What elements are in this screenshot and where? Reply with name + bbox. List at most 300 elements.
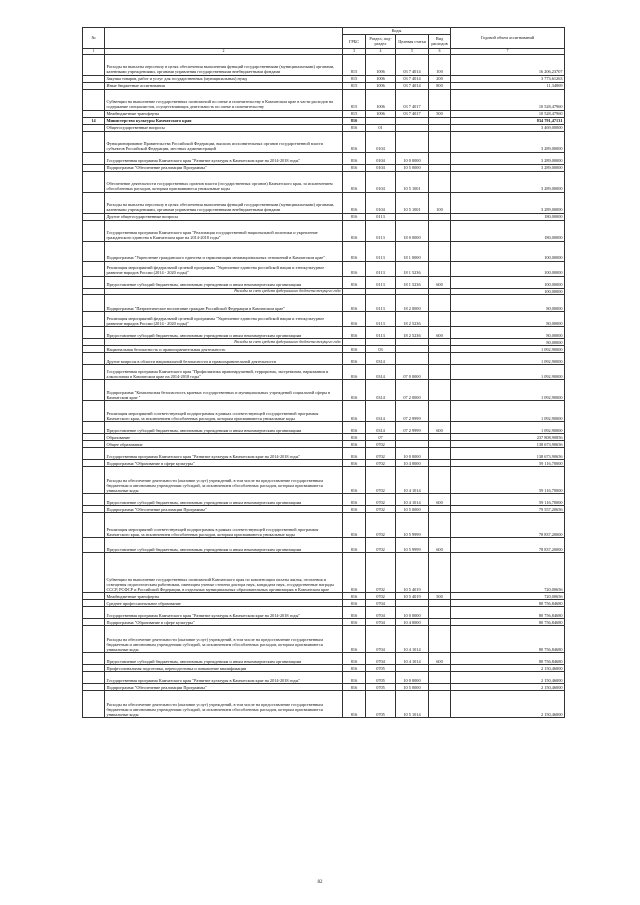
header-name (105, 28, 343, 49)
row-section: 0314 (366, 380, 396, 401)
row-amount: 3 773,61263 (451, 75, 565, 82)
row-target: 18 1 5236 (396, 276, 429, 288)
row-name: Предоставление субсидий бюджетным, автономным учреждениям и иным некоммерческим организациям (105, 276, 343, 288)
row-kind: 600 (429, 538, 451, 553)
row-section: 0314 (366, 422, 396, 434)
row-target: 10 5 1001 (396, 192, 429, 213)
row-number (83, 89, 105, 110)
row-kind (429, 295, 451, 312)
row-amount: 1 092,90000 (451, 353, 565, 365)
row-kind (429, 164, 451, 171)
row-name: Профессиональная подготовка, переподготовка и повышение квалификации (105, 665, 343, 672)
row-section: 0702 (366, 538, 396, 553)
row-section: 0113 (366, 295, 396, 312)
table-row (83, 626, 565, 653)
row-target: 10 4 1014 (396, 494, 429, 506)
row-section: 03 (366, 346, 396, 353)
row-section: 0704 (366, 607, 396, 619)
row-name: Подпрограмма "Обеспечение реализации Программы" (105, 506, 343, 513)
row-name: Подпрограмма "Обеспечение реализации Программы" (105, 164, 343, 171)
row-number (83, 131, 105, 152)
row-kind: 100 (429, 192, 451, 213)
row-amount: 80,00000 (451, 312, 565, 327)
row-name: Расходы на обеспечение деятельности (оказание услуг) учреждений, в том числе на предоставление государственным бюджетным и автономным учреждениям субсидий, за исключением обособленных расходов, которым присваиваются уникальные коды (105, 691, 343, 718)
row-kind (429, 607, 451, 619)
row-name: Министерство культуры Камчатского края (105, 117, 343, 124)
row-grbs: 816 (343, 353, 366, 365)
table-row (83, 506, 565, 513)
row-name: Подпрограмма "Обеспечение реализации Программы" (105, 684, 343, 691)
row-kind (429, 152, 451, 164)
row-grbs: 816 (343, 538, 366, 553)
row-section: 0705 (366, 672, 396, 684)
row-target: 07 2 9999 (396, 401, 429, 422)
row-kind: 600 (429, 422, 451, 434)
row-amount: 2 150,46000 (451, 691, 565, 718)
row-section: 0705 (366, 665, 396, 672)
row-grbs: 816 (343, 241, 366, 261)
row-grbs: 816 (343, 460, 366, 467)
row-section: 0113 (366, 213, 396, 220)
row-number (83, 164, 105, 171)
row-grbs: 816 (343, 441, 366, 448)
row-target (396, 124, 429, 131)
row-grbs: 816 (343, 365, 366, 380)
row-amount: 237 808,90856 (451, 434, 565, 441)
row-section: 0104 (366, 171, 396, 192)
row-amount: 3 289,00000 (451, 171, 565, 192)
row-kind (429, 513, 451, 538)
row-name: Реализация мероприятий соответствующей подпрограммы в рамках соответствующей государственной программы Камчатского края, за исключением обособленных расходов, которым присваиваются уникальные коды (105, 401, 343, 422)
row-section: 0702 (366, 460, 396, 467)
row-target (396, 131, 429, 152)
row-kind (429, 220, 451, 241)
row-kind (429, 600, 451, 607)
row-kind (429, 131, 451, 152)
row-kind: 200 (429, 75, 451, 82)
row-grbs: 816 (343, 684, 366, 691)
row-kind: 600 (429, 276, 451, 288)
row-name: Государственная программа Камчатского края "Развитие культуры в Камчатском крае на 2014-2018 годы" (105, 152, 343, 164)
row-name: Предоставление субсидий бюджетным, автономным учреждениям и иным некоммерческим организациям (105, 422, 343, 434)
table-row (83, 152, 565, 164)
row-section: 0113 (366, 276, 396, 288)
row-name: Субвенции на выполнение государственных полномочий по опеке и попечительству в Камчатском крае в части расходов на содержание специалистов, осуществляющих деятельность по опеке и попечительству (105, 89, 343, 110)
row-grbs: 816 (343, 691, 366, 718)
row-kind: 600 (429, 494, 451, 506)
row-grbs: 816 (343, 672, 366, 684)
row-amount: 3 469,00000 (451, 124, 565, 131)
row-kind (429, 124, 451, 131)
header-grbs: ГРБС (343, 34, 366, 48)
row-name: Среднее профессиональное образование (105, 600, 343, 607)
row-kind (429, 448, 451, 460)
row-section: 0702 (366, 553, 396, 593)
table-row (83, 171, 565, 192)
header-index: 1 (83, 48, 105, 54)
table-row (83, 593, 565, 600)
row-name: Межбюджетные трансферты (105, 593, 343, 600)
row-target: 10 5 4019 (396, 553, 429, 593)
row-grbs: 816 (343, 434, 366, 441)
row-grbs: 816 (343, 494, 366, 506)
row-amount: 16 206,23707 (451, 54, 565, 75)
row-target: 18 2 5236 (396, 312, 429, 327)
row-target (396, 346, 429, 353)
row-name: Другие общегосударственные вопросы (105, 213, 343, 220)
table-row (83, 288, 565, 295)
row-number (83, 460, 105, 467)
row-amount: 80 756,84680 (451, 600, 565, 607)
row-kind (429, 312, 451, 327)
row-grbs: 816 (343, 220, 366, 241)
row-target: 18 1 0000 (396, 241, 429, 261)
table-row (83, 82, 565, 89)
row-target (396, 353, 429, 365)
row-target: 18 2 0000 (396, 295, 429, 312)
row-section: 0113 (366, 312, 396, 327)
row-amount: 3 289,00000 (451, 152, 565, 164)
row-target (396, 434, 429, 441)
row-name: Обеспечение деятельности государственных органов власти (государственных органов) Камчатского края, за исключением обособленных расходов, которым присваиваются уникальные коды (105, 171, 343, 192)
row-kind (429, 89, 451, 110)
row-number (83, 422, 105, 434)
row-amount: 3 289,00000 (451, 192, 565, 213)
row-target: 07 2 9999 (396, 422, 429, 434)
table-row (83, 124, 565, 131)
row-name: Предоставление субсидий бюджетным, автономным учреждениям и иным некоммерческим организациям (105, 653, 343, 665)
row-number (83, 220, 105, 241)
row-amount: 10 528,47960 (451, 110, 565, 117)
row-target: 10 4 1014 (396, 626, 429, 653)
row-number (83, 75, 105, 82)
row-target: 10 4 1014 (396, 467, 429, 494)
row-section: 0113 (366, 327, 396, 339)
table-row (83, 241, 565, 261)
table-row (83, 653, 565, 665)
header-index: 6 (429, 48, 451, 54)
row-section: 0104 (366, 192, 396, 213)
row-amount: 720,00656 (451, 553, 565, 593)
table-row (83, 295, 565, 312)
row-name: Расходы на выплаты персоналу в целях обеспечения выполнения функций государственными (муниципальными) органами, казенными учреждениями, органами управления государственными внебюджетными фондами (105, 192, 343, 213)
row-kind (429, 684, 451, 691)
row-target: 10 4 1014 (396, 653, 429, 665)
row-grbs: 816 (343, 327, 366, 339)
row-name: Закупка товаров, работ и услуг для государственных (муниципальных) нужд (105, 75, 343, 82)
table-row (83, 441, 565, 448)
row-target: 10 4 0000 (396, 619, 429, 626)
row-section: 0314 (366, 401, 396, 422)
row-grbs: 816 (343, 295, 366, 312)
row-section: 0113 (366, 261, 396, 276)
row-number (83, 54, 105, 75)
row-section: 1006 (366, 75, 396, 82)
row-target (396, 441, 429, 448)
row-name: Государственная программа Камчатского края "Реализация государственной национальной политики и укрепление гражданского единства в Камчатском крае на 2014-2018 годы" (105, 220, 343, 241)
row-target: 10 0 0000 (396, 152, 429, 164)
row-kind (429, 117, 451, 124)
row-name: Предоставление субсидий бюджетным, автономным учреждениям и иным некоммерческим организациям (105, 538, 343, 553)
row-kind (429, 434, 451, 441)
row-amount: 100,00000 (451, 276, 565, 288)
row-section: 0702 (366, 506, 396, 513)
table-row (83, 494, 565, 506)
row-target: 10 5 0000 (396, 164, 429, 171)
row-grbs: 816 (343, 276, 366, 288)
row-number (83, 124, 105, 131)
row-number (83, 494, 105, 506)
row-number (83, 434, 105, 441)
row-section: 1006 (366, 89, 396, 110)
row-kind (429, 553, 451, 593)
row-kind (429, 460, 451, 467)
row-number (83, 600, 105, 607)
row-section: 0702 (366, 441, 396, 448)
row-name: Функционирование Правительства Российской Федерации, высших исполнительных органов государственной власти субъектов Российской Федерации, местных администраций (105, 131, 343, 152)
row-target: 10 5 4019 (396, 593, 429, 600)
header-num: № (83, 28, 105, 49)
row-section: 1006 (366, 82, 396, 89)
row-name: Национальная безопасность и правоохранительная деятельность (105, 346, 343, 353)
row-grbs: 815 (343, 75, 366, 82)
row-amount: 80 756,84680 (451, 626, 565, 653)
row-kind (429, 691, 451, 718)
row-section: 0104 (366, 131, 396, 152)
row-amount: 79 557,20656 (451, 506, 565, 513)
table-row (83, 467, 565, 494)
row-amount: 138 673,90656 (451, 448, 565, 460)
row-amount: 2 150,46000 (451, 684, 565, 691)
row-kind (429, 441, 451, 448)
header-index: 4 (366, 48, 396, 54)
header-amount: Годовой объем ассигнований (451, 28, 565, 49)
row-target: 10 5 1001 (396, 171, 429, 192)
row-number (83, 653, 105, 665)
table-row (83, 600, 565, 607)
row-kind: 500 (429, 110, 451, 117)
row-number (83, 213, 105, 220)
row-name: Расходы за счет средств федерального бюджета текущего года (105, 339, 343, 346)
row-grbs: 816 (343, 448, 366, 460)
row-amount: 59 116,70000 (451, 467, 565, 494)
header-index: 3 (343, 48, 366, 54)
row-kind (429, 665, 451, 672)
row-grbs: 816 (343, 346, 366, 353)
row-number (83, 339, 105, 346)
row-name: Расходы за счет средств федерального бюджета текущего года (105, 288, 343, 295)
row-amount: 2 150,46000 (451, 665, 565, 672)
row-number (83, 261, 105, 276)
table-row (83, 117, 565, 124)
row-number (83, 665, 105, 672)
row-kind (429, 213, 451, 220)
table-row (83, 380, 565, 401)
row-name: Подпрограмма "Образование в сфере культуры" (105, 460, 343, 467)
row-name: Подпрограмма "Патриотическое воспитание граждан Российской Федерации в Камчатском крае" (105, 295, 343, 312)
table-row (83, 54, 565, 75)
row-amount: 1 092,90000 (451, 380, 565, 401)
header-codes: Коды (343, 28, 451, 35)
row-section: 0704 (366, 619, 396, 626)
row-kind (429, 171, 451, 192)
row-amount: 80,00000 (451, 327, 565, 339)
row-amount: 80 756,84680 (451, 619, 565, 626)
row-kind (429, 365, 451, 380)
table-row (83, 110, 565, 117)
table-row (83, 672, 565, 684)
row-grbs: 815 (343, 89, 366, 110)
row-number (83, 288, 105, 295)
row-section: 01 (366, 124, 396, 131)
row-amount: 180,00000 (451, 220, 565, 241)
row-section: 0702 (366, 467, 396, 494)
row-number (83, 553, 105, 593)
row-grbs: 816 (343, 164, 366, 171)
row-number (83, 626, 105, 653)
row-grbs: 816 (343, 380, 366, 401)
table-header (83, 28, 565, 55)
row-number (83, 82, 105, 89)
row-grbs: 816 (343, 192, 366, 213)
row-section: 0314 (366, 353, 396, 365)
row-amount: 10 528,47960 (451, 89, 565, 110)
row-kind: 500 (429, 593, 451, 600)
row-number (83, 607, 105, 619)
row-amount: 80 756,84680 (451, 607, 565, 619)
table-row (83, 691, 565, 718)
row-target: 03 7 4014 (396, 54, 429, 75)
row-kind (429, 401, 451, 422)
row-grbs: 816 (343, 593, 366, 600)
row-target: 18 0 0000 (396, 220, 429, 241)
row-section: 1006 (366, 110, 396, 117)
row-amount: 2 150,46000 (451, 672, 565, 684)
table-row (83, 684, 565, 691)
row-name: Подпрограмма "Образование в сфере культуры" (105, 619, 343, 626)
row-grbs: 816 (343, 467, 366, 494)
page-number: 82 (317, 880, 323, 885)
table-row (83, 513, 565, 538)
row-target (396, 117, 429, 124)
row-target: 10 5 1014 (396, 691, 429, 718)
row-amount: 78 837,20000 (451, 538, 565, 553)
row-grbs: 815 (343, 54, 366, 75)
row-amount: 59 116,70000 (451, 460, 565, 467)
header-target: Целевая статья (396, 34, 429, 48)
table-row (83, 327, 565, 339)
row-amount: 11,34869 (451, 82, 565, 89)
row-grbs: 816 (343, 665, 366, 672)
row-section: 0314 (366, 365, 396, 380)
table-row (83, 131, 565, 152)
row-target: 18 2 5236 (396, 327, 429, 339)
table-row (83, 434, 565, 441)
row-number (83, 513, 105, 538)
row-number (83, 448, 105, 460)
table-row (83, 448, 565, 460)
row-number (83, 538, 105, 553)
table-row (83, 460, 565, 467)
row-amount: 80 756,84680 (451, 653, 565, 665)
row-section: 0104 (366, 152, 396, 164)
row-grbs: 816 (343, 117, 366, 124)
row-amount: 138 673,90656 (451, 441, 565, 448)
row-grbs: 816 (343, 312, 366, 327)
row-name: Субвенции на выполнение государственных полномочий Камчатского края по компенсации оплаты жилья, отопления и освещения педагогическим работникам, имеющим ученые степени доктора наук, кандидата наук, государственные награды СССР, РСФСР и Российской Федерации, в отдельных муниципальных образовательных организациях в Камчатском крае (105, 553, 343, 593)
table-body (83, 54, 565, 718)
row-target (396, 600, 429, 607)
row-name: Подпрограмма "Комплексная безопасность краевых государственных и муниципальных учреждений социальной сферы в Камчатском крае " (105, 380, 343, 401)
row-section: 0113 (366, 220, 396, 241)
row-name: Государственная программа Камчатского края "Развитие культуры в Камчатском крае на 2014-2018 годы" (105, 607, 343, 619)
row-name: Образование (105, 434, 343, 441)
row-target: 10 0 0000 (396, 672, 429, 684)
row-amount: 3 289,00000 (451, 131, 565, 152)
table-row (83, 164, 565, 171)
row-grbs: 816 (343, 213, 366, 220)
table-row (83, 213, 565, 220)
row-name: Предоставление субсидий бюджетным, автономным учреждениям и иным некоммерческим организациям (105, 494, 343, 506)
row-number (83, 365, 105, 380)
row-amount: 100,00000 (451, 288, 565, 295)
row-amount: 1 092,90000 (451, 346, 565, 353)
header-index: 5 (396, 48, 429, 54)
row-amount: 720,00656 (451, 593, 565, 600)
row-section: 0705 (366, 691, 396, 718)
row-grbs (343, 339, 366, 346)
row-grbs: 815 (343, 110, 366, 117)
row-name: Другие вопросы в области национальной безопасности и правоохранительной деятельности (105, 353, 343, 365)
row-grbs: 816 (343, 600, 366, 607)
row-number (83, 312, 105, 327)
budget-table (82, 27, 565, 718)
row-name: Предоставление субсидий бюджетным, автономным учреждениям и иным некоммерческим организациям (105, 327, 343, 339)
row-target: 10 0 0000 (396, 607, 429, 619)
row-section: 1006 (366, 54, 396, 75)
header-index: 7 (451, 48, 565, 54)
row-amount: 1 092,90000 (451, 401, 565, 422)
row-target (396, 213, 429, 220)
row-name: Межбюджетные трансферты (105, 110, 343, 117)
row-section: 0702 (366, 593, 396, 600)
table-row (83, 665, 565, 672)
row-name: Подпрограмма "Укрепление гражданского единства и гармонизация межнациональных отношений в Камчатском крае" (105, 241, 343, 261)
row-kind (429, 619, 451, 626)
row-section (366, 117, 396, 124)
row-kind (429, 672, 451, 684)
row-kind (429, 380, 451, 401)
row-amount: 834 791,47131 (451, 117, 565, 124)
row-kind (429, 626, 451, 653)
row-kind: 600 (429, 327, 451, 339)
table-row (83, 192, 565, 213)
row-name: Расходы на обеспечение деятельности (оказание услуг) учреждений, в том числе на предоставление государственным бюджетным и автономным учреждениям субсидий, за исключением обособленных расходов, которым присваиваются уникальные коды (105, 626, 343, 653)
row-amount: 1 092,90000 (451, 365, 565, 380)
row-grbs (343, 288, 366, 295)
row-kind (429, 241, 451, 261)
table-row (83, 619, 565, 626)
row-target (396, 339, 429, 346)
table-row (83, 538, 565, 553)
row-target: 03 7 4017 (396, 110, 429, 117)
row-target: 07 2 0000 (396, 380, 429, 401)
row-kind (429, 261, 451, 276)
row-grbs: 816 (343, 653, 366, 665)
table-row (83, 346, 565, 353)
header-kind: Вид расходов (429, 34, 451, 48)
row-kind (429, 288, 451, 295)
